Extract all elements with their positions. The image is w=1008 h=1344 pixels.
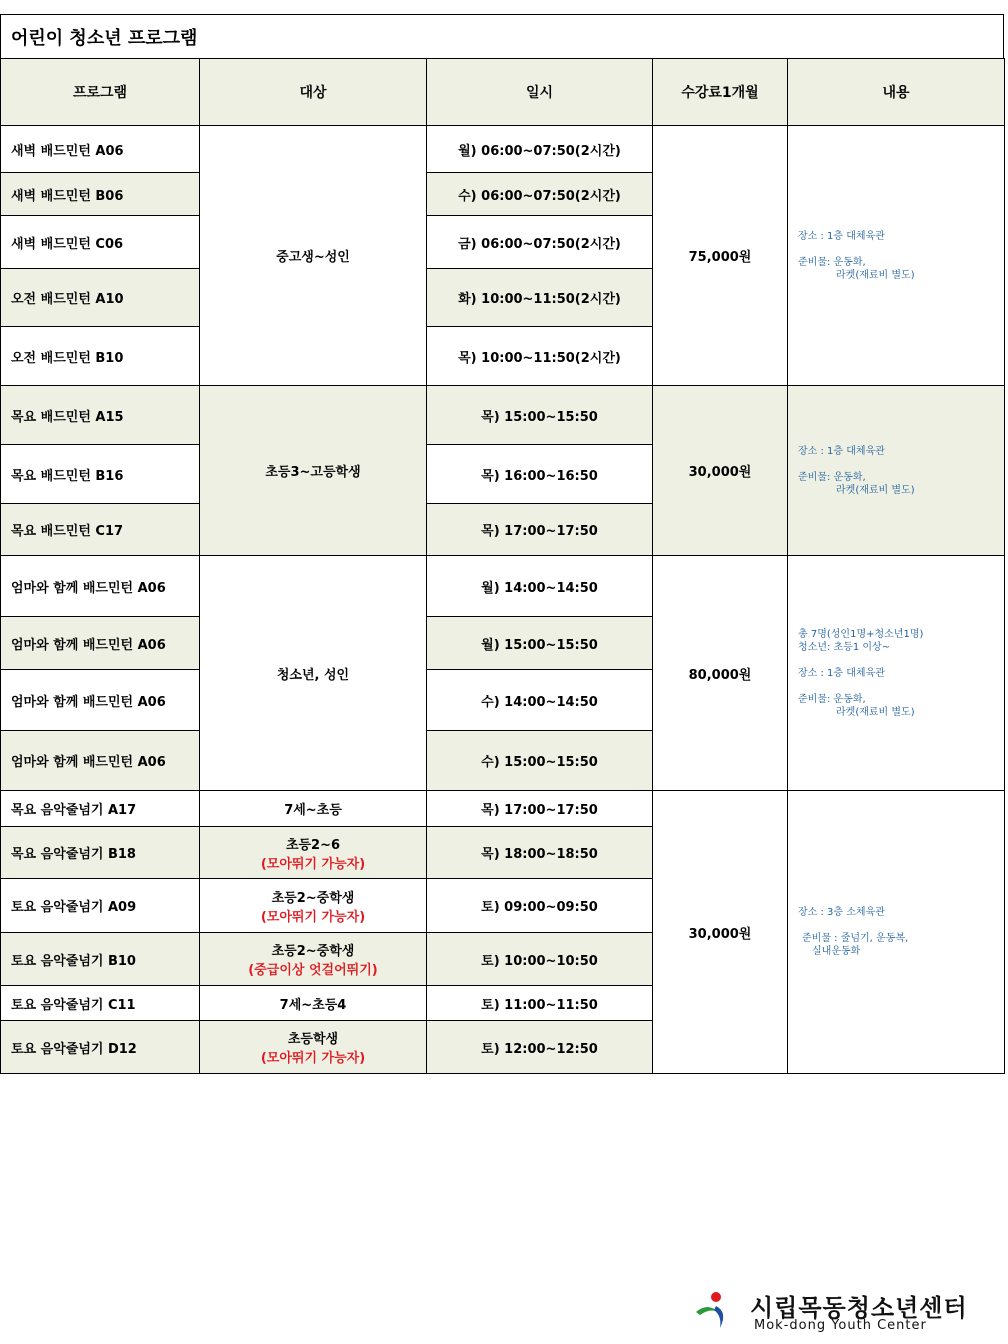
schedule-cell: 토) 09:00~09:50 bbox=[427, 879, 653, 933]
target-cell bbox=[200, 1021, 427, 1074]
content-cell bbox=[788, 791, 1005, 1074]
target-main: 초등2~6 bbox=[285, 837, 341, 853]
info-prep: 준비물: 운동화, bbox=[798, 256, 866, 268]
program-name: 엄마와 함께 배드민턴 A06 bbox=[1, 556, 200, 617]
info-place: 장소 : 3층 소체육관 bbox=[798, 907, 885, 918]
schedule-cell: 월) 06:00~07:50(2시간) bbox=[427, 126, 653, 173]
content-cell bbox=[788, 126, 1005, 386]
header-content: 내용 bbox=[788, 59, 1005, 126]
info-total: 총 7명(성인1명+청소년1명) bbox=[798, 628, 924, 640]
table-header-row bbox=[1, 59, 1005, 126]
schedule-cell: 목) 16:00~16:50 bbox=[427, 445, 653, 504]
target-main: 초등학생 bbox=[287, 1032, 339, 1047]
info-prep: 준비물: 운동화, bbox=[798, 471, 866, 483]
content-cell bbox=[788, 386, 1005, 556]
program-name: 엄마와 함께 배드민턴 A06 bbox=[1, 731, 200, 791]
target-main: 7세~초등 bbox=[284, 803, 342, 818]
center-logo bbox=[694, 1286, 994, 1336]
program-name: 오전 배드민턴 A10 bbox=[1, 269, 200, 327]
program-name: 새벽 배드민턴 A06 bbox=[1, 126, 200, 173]
program-document bbox=[0, 14, 1004, 1074]
schedule-cell: 월) 14:00~14:50 bbox=[427, 556, 653, 617]
content-cell bbox=[788, 556, 1005, 791]
table-row bbox=[1, 126, 1005, 173]
program-name: 목요 배드민턴 C17 bbox=[1, 504, 200, 556]
schedule-cell: 금) 06:00~07:50(2시간) bbox=[427, 216, 653, 269]
info-prep-detail: 라켓(재료비 별도) bbox=[836, 706, 915, 718]
schedule-cell: 월) 15:00~15:50 bbox=[427, 617, 653, 670]
target-cell bbox=[200, 933, 427, 986]
table-row bbox=[1, 386, 1005, 445]
schedule-cell: 토) 11:00~11:50 bbox=[427, 986, 653, 1021]
page-title: 어린이 청소년 프로그램 bbox=[0, 14, 1004, 58]
program-name: 엄마와 함께 배드민턴 A06 bbox=[1, 617, 200, 670]
schedule-cell: 목) 10:00~11:50(2시간) bbox=[427, 327, 653, 386]
schedule-cell: 목) 15:00~15:50 bbox=[427, 386, 653, 445]
target-cell: 중고생~성인 bbox=[200, 126, 427, 386]
schedule-cell: 화) 10:00~11:50(2시간) bbox=[427, 269, 653, 327]
logo-korean-name: 시립목동청소년센터 bbox=[750, 1294, 968, 1322]
target-cell bbox=[200, 827, 427, 879]
table-row bbox=[1, 791, 1005, 827]
program-name: 새벽 배드민턴 C06 bbox=[1, 216, 200, 269]
logo-icon bbox=[694, 1290, 744, 1330]
header-program: 프로그램 bbox=[1, 59, 200, 126]
info-place: 장소 : 1층 대체육관 bbox=[798, 667, 885, 679]
info-prep-detail: 라켓(재료비 별도) bbox=[836, 269, 915, 281]
info-youth: 청소년: 초등1 이상~ bbox=[798, 641, 891, 653]
logo-english-name: Mok-dong Youth Center bbox=[754, 1318, 927, 1333]
info-prep-detail: 라켓(재료비 별도) bbox=[836, 484, 915, 496]
fee-cell: 75,000원 bbox=[653, 126, 788, 386]
schedule-cell: 목) 17:00~17:50 bbox=[427, 791, 653, 827]
schedule-cell: 수) 06:00~07:50(2시간) bbox=[427, 173, 653, 216]
program-name: 토요 음악줄넘기 A09 bbox=[1, 879, 200, 933]
info-prep-detail: 실내운동화 bbox=[812, 946, 861, 957]
info-place: 장소 : 1층 대체육관 bbox=[798, 230, 885, 242]
target-cell bbox=[200, 879, 427, 933]
target-cell: 초등3~고등학생 bbox=[200, 386, 427, 556]
info-place: 장소 : 1층 대체육관 bbox=[798, 445, 885, 457]
table-row bbox=[1, 556, 1005, 617]
program-name: 엄마와 함께 배드민턴 A06 bbox=[1, 670, 200, 731]
target-cell bbox=[200, 986, 427, 1021]
schedule-cell: 목) 18:00~18:50 bbox=[427, 827, 653, 879]
program-name: 목요 음악줄넘기 A17 bbox=[1, 791, 200, 827]
header-target: 대상 bbox=[200, 59, 427, 126]
target-main: 7세~초등4 bbox=[279, 997, 347, 1013]
program-name: 목요 배드민턴 B16 bbox=[1, 445, 200, 504]
program-name: 새벽 배드민턴 B06 bbox=[1, 173, 200, 216]
program-name: 토요 음악줄넘기 D12 bbox=[1, 1021, 200, 1074]
schedule-cell: 수) 15:00~15:50 bbox=[427, 731, 653, 791]
target-cell: 청소년, 성인 bbox=[200, 556, 427, 791]
schedule-cell: 토) 10:00~10:50 bbox=[427, 933, 653, 986]
schedule-cell: 토) 12:00~12:50 bbox=[427, 1021, 653, 1074]
program-name: 토요 음악줄넘기 B10 bbox=[1, 933, 200, 986]
header-fee: 수강료1개월 bbox=[653, 59, 788, 126]
target-main: 초등2~중학생 bbox=[271, 944, 355, 959]
fee-cell: 80,000원 bbox=[653, 556, 788, 791]
info-prep: 준비물 : 줄넘기, 운동복, bbox=[802, 933, 909, 944]
program-table bbox=[0, 58, 1005, 1074]
program-name: 오전 배드민턴 B10 bbox=[1, 327, 200, 386]
target-note: (중급이상 엇걸어뛰기) bbox=[248, 963, 378, 978]
fee-cell: 30,000원 bbox=[653, 791, 788, 1074]
program-name: 목요 음악줄넘기 B18 bbox=[1, 827, 200, 879]
schedule-cell: 목) 17:00~17:50 bbox=[427, 504, 653, 556]
target-cell bbox=[200, 791, 427, 827]
target-note: (모아뛰기 가능자) bbox=[260, 909, 366, 925]
program-name: 목요 배드민턴 A15 bbox=[1, 386, 200, 445]
header-schedule: 일시 bbox=[427, 59, 653, 126]
program-name: 토요 음악줄넘기 C11 bbox=[1, 986, 200, 1021]
fee-cell: 30,000원 bbox=[653, 386, 788, 556]
schedule-cell: 수) 14:00~14:50 bbox=[427, 670, 653, 731]
target-note: (모아뛰기 가능자) bbox=[260, 856, 366, 872]
target-note: (모아뛰기 가능자) bbox=[260, 1051, 366, 1066]
info-prep: 준비물: 운동화, bbox=[798, 693, 866, 705]
target-main: 초등2~중학생 bbox=[271, 890, 355, 906]
